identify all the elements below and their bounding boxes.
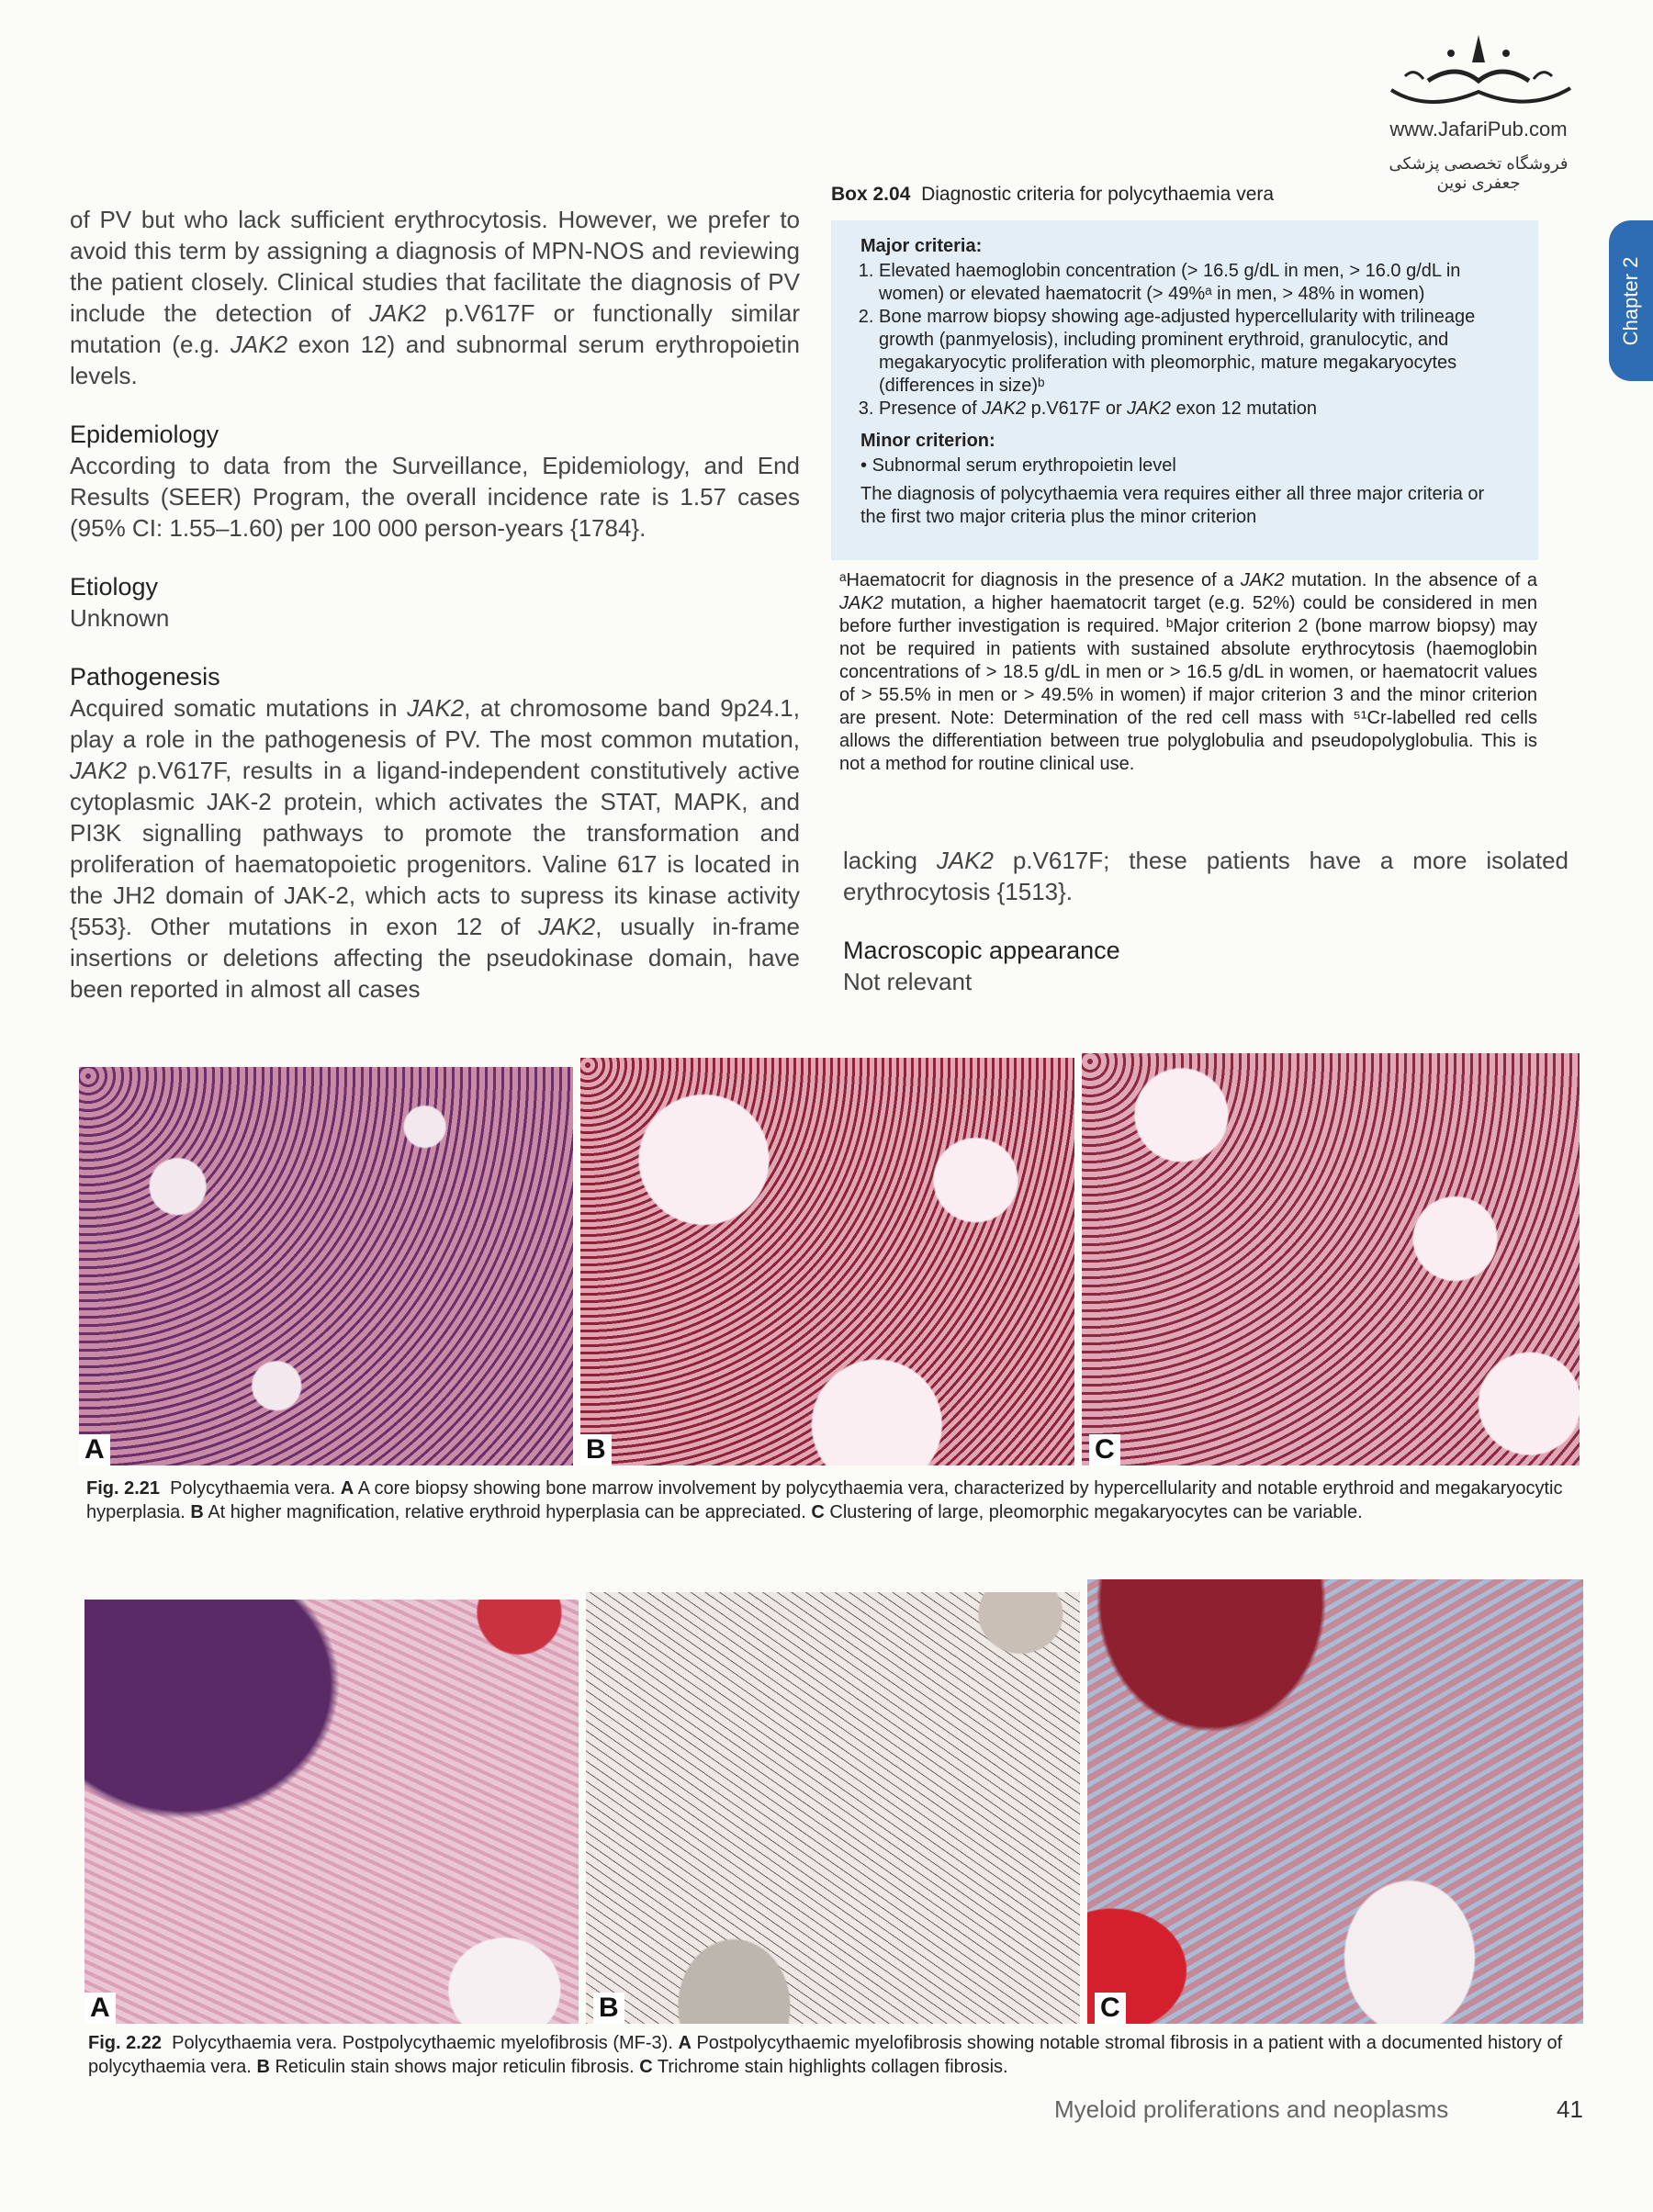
diagnosis-rule: The diagnosis of polycythaemia vera requires either all three major criteria or the first two major criteria plus the minor criterion bbox=[860, 484, 1485, 527]
figure-label: Fig. 2.22 bbox=[88, 2033, 163, 2053]
text-run: ᵃHaematocrit for diagnosis in the presence of a bbox=[839, 570, 1241, 590]
text-run: mutation, a higher haematocrit target (e.g. 52%) could be considered in men before further investigation is required. ᵇMajor criterion 2 (bone marrow biopsy) may not be required in patients with sustained absolute erythrocytosis (haemoglobin concentrations of > 18.5 g/dL in men or > 16.5 g/dL in women, or haematocrit values of > 55.5% in men or > 49.5% in women) if major criterion 3 and the minor criterion are present. Note: Determination of the red cell mass with ⁵¹Cr-labelled red cells allows the differentiation between true polyglobulia and pseudopolyglobulia. This is not a method for routine clinical use. bbox=[839, 593, 1537, 774]
panel-ref: A bbox=[340, 1478, 354, 1499]
text-run: p.V617F; these patients have a more isolated erythrocytosis {1513}. bbox=[843, 847, 1569, 905]
gene-name: JAK2 bbox=[839, 593, 883, 613]
fig221-panel-b[interactable] bbox=[580, 1058, 1074, 1465]
panel-ref: C bbox=[639, 2057, 653, 2077]
calligraphy-logo-icon bbox=[1373, 26, 1584, 113]
text-run: p.V617F or bbox=[1026, 399, 1128, 419]
fig222-panel-c[interactable] bbox=[1087, 1579, 1583, 2024]
panel-label: B bbox=[593, 1993, 624, 2024]
page-number: 41 bbox=[1557, 2095, 1583, 2123]
intro-paragraph bbox=[70, 204, 800, 391]
panel-ref: B bbox=[256, 2057, 270, 2077]
text-run: p.V617F or functionally similar mutation (e.g. bbox=[70, 299, 800, 358]
panel-ref: C bbox=[811, 1502, 825, 1522]
gene-name: JAK2 bbox=[936, 847, 994, 874]
bullet-icon: • bbox=[860, 455, 868, 476]
gene-name: JAK2 bbox=[70, 757, 128, 784]
macroscopic-heading: Macroscopic appearance bbox=[843, 937, 1120, 964]
major-criterion: 1. Elevated haemoglobin concentration (> 16.5 g/dL in men, > 16.0 g/dL in women) or elevated haematocrit (> 49%ᵃ in men, > 48% in women) bbox=[879, 260, 1512, 306]
minor-criterion bbox=[860, 455, 1512, 477]
minor-criterion-heading: Minor criterion: bbox=[860, 431, 995, 451]
running-footer: Myeloid proliferations and neoplasms bbox=[1054, 2095, 1449, 2123]
panel-text: Postpolycythaemic myelofibrosis showing notable stromal fibrosis in a patient with a documented history of polycythaemia vera. bbox=[88, 2033, 1563, 2077]
pathogenesis-heading: Pathogenesis bbox=[70, 663, 220, 691]
right-column bbox=[843, 845, 1569, 997]
panel-text: Trichrome stain highlights collagen fibrosis. bbox=[657, 2057, 1008, 2077]
major-criteria-list bbox=[860, 260, 1512, 421]
text-run: exon 12 mutation bbox=[1170, 399, 1317, 419]
pathogenesis-text bbox=[70, 692, 800, 1005]
panel-label: C bbox=[1089, 1434, 1120, 1465]
minor-criterion-text: Subnormal serum erythropoietin level bbox=[871, 455, 1176, 476]
continuation-text bbox=[843, 845, 1569, 907]
macroscopic-text: Not relevant bbox=[843, 968, 973, 995]
figure-title: Polycythaemia vera. bbox=[170, 1478, 336, 1499]
text-run: , usually in-frame insertions or deletions affecting the pseudokinase domain, have been reported in almost all cases bbox=[70, 913, 800, 1003]
fig221-panel-c[interactable] bbox=[1082, 1053, 1580, 1465]
box-footnotes bbox=[839, 569, 1537, 776]
major-criteria-heading: Major criteria: bbox=[860, 236, 983, 256]
figure-title: Polycythaemia vera. Postpolycythaemic myelofibrosis (MF-3). bbox=[172, 2033, 673, 2053]
box-title bbox=[831, 184, 1538, 206]
publisher-logo[interactable] bbox=[1373, 26, 1584, 192]
panel-text: At higher magnification, relative erythroid hyperplasia can be appreciated. bbox=[208, 1502, 806, 1522]
major-criterion: 2. Bone marrow biopsy showing age-adjusted hypercellularity with trilineage growth (panmyelosis), including prominent erythroid, granulocytic, and megakaryocytic proliferation with pleomorphic, mature megakaryocytes (differences in size)ᵇ bbox=[879, 306, 1512, 398]
etiology-text: Unknown bbox=[70, 604, 170, 632]
text-run: Presence of bbox=[879, 399, 983, 419]
fig222-panel-b[interactable] bbox=[586, 1592, 1080, 2024]
epidemiology-text: According to data from the Surveillance, Epidemiology, and End Results (SEER) Program, the overall incidence rate is 1.57 cases (95% CI: 1.55–1.60) per 100 000 person-years {1784}. bbox=[70, 452, 800, 542]
fig221-panel-a[interactable] bbox=[79, 1067, 573, 1465]
panel-label: B bbox=[580, 1434, 612, 1465]
text-run: lacking bbox=[843, 847, 937, 874]
fig222-caption bbox=[88, 2031, 1594, 2079]
panel-label: A bbox=[79, 1434, 110, 1465]
text-run: exon 12) and subnormal serum erythropoietin levels. bbox=[70, 331, 800, 389]
panel-text: Reticulin stain shows major reticulin fibrosis. bbox=[275, 2057, 635, 2077]
epidemiology-heading: Epidemiology bbox=[70, 421, 219, 448]
figure-label: Fig. 2.21 bbox=[86, 1478, 161, 1499]
publisher-url[interactable]: www.JafariPub.com bbox=[1389, 118, 1568, 140]
gene-name: JAK2 bbox=[1240, 570, 1285, 590]
diagnostic-criteria-box bbox=[831, 184, 1538, 560]
box-body bbox=[831, 220, 1538, 560]
major-criterion bbox=[879, 398, 1512, 421]
chapter-tab[interactable] bbox=[1609, 220, 1653, 381]
box-title-text: Diagnostic criteria for polycythaemia vera bbox=[921, 184, 1275, 205]
panel-ref: B bbox=[190, 1502, 204, 1522]
gene-name: JAK2 bbox=[230, 331, 288, 358]
panel-text: Clustering of large, pleomorphic megakaryocytes can be variable. bbox=[829, 1502, 1363, 1522]
text-run: mutation. In the absence of a bbox=[1284, 570, 1537, 590]
panel-text: A core biopsy showing bone marrow involvement by polycythaemia vera, characterized by hypercellularity and notable erythroid and megakaryocytic hyperplasia. bbox=[86, 1478, 1563, 1522]
text-run: of PV but who lack sufficient erythrocytosis. However, we prefer to avoid this term by assigning a diagnosis of MPN-NOS and reviewing the patient closely. Clinical studies that facilitate the diagnosis of PV include the detection of bbox=[70, 206, 800, 327]
gene-name: JAK2 bbox=[369, 299, 427, 327]
gene-name: JAK2 bbox=[982, 399, 1027, 419]
fig221-caption bbox=[86, 1477, 1592, 1524]
gene-name: JAK2 bbox=[538, 913, 596, 940]
panel-ref: A bbox=[678, 2033, 692, 2053]
gene-name: JAK2 bbox=[407, 694, 465, 722]
panel-label: C bbox=[1095, 1993, 1126, 2024]
box-label: Box 2.04 bbox=[831, 184, 911, 205]
fig222-panel-a[interactable] bbox=[84, 1600, 579, 2024]
text-run: p.V617F, results in a ligand-independent constitutively active cytoplasmic JAK-2 protein, which activates the STAT, MAPK, and PI3K signalling pathways to promote the transformation and proliferation of haematopoietic progenitors. Valine 617 is located in the JH2 domain of JAK-2, which acts to supress its kinase activity {553}. Other mutations in exon 12 of bbox=[70, 757, 800, 940]
chapter-tab-label: Chapter 2 bbox=[1619, 256, 1642, 345]
gene-name: JAK2 bbox=[1127, 399, 1171, 419]
text-run: , at chromosome band 9p24.1, play a role in the pathogenesis of PV. The most common mutation, bbox=[70, 694, 800, 753]
publisher-tagline: فروشگاه تخصصی پزشکی جعفری نوین bbox=[1389, 154, 1569, 192]
panel-label: A bbox=[84, 1993, 116, 2024]
text-run: Acquired somatic mutations in bbox=[70, 694, 408, 722]
left-column bbox=[70, 204, 800, 1005]
etiology-heading: Etiology bbox=[70, 573, 159, 601]
